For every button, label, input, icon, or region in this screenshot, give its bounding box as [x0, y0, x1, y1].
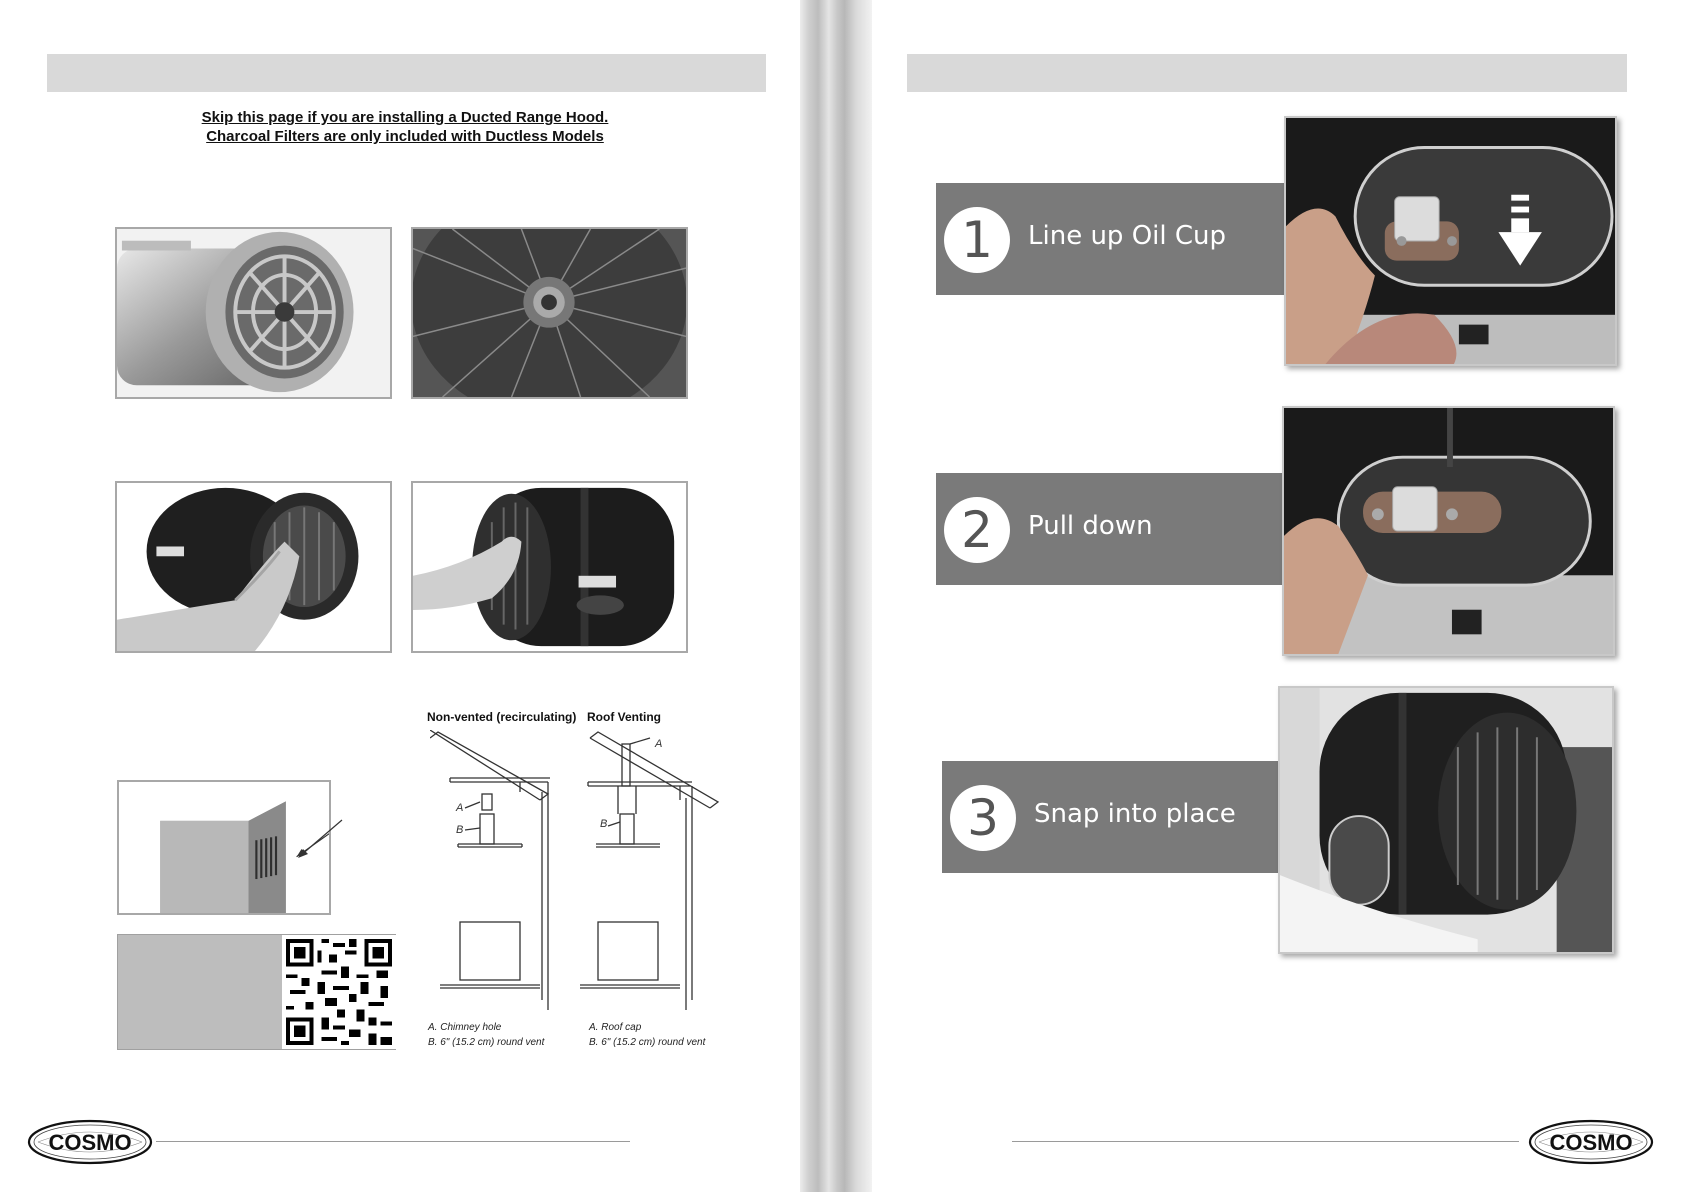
step-3-photo-snap-in-place — [1278, 686, 1614, 954]
left-header-bar — [47, 54, 766, 92]
diagram-title-non-vented: Non-vented (recirculating) — [427, 710, 577, 724]
caption-round-vent-left: B. 6" (15.2 cm) round vent — [428, 1037, 545, 1048]
blower-installation-photo — [411, 481, 688, 653]
venting-diagram — [430, 730, 720, 1010]
step-3-label: Snap into place — [1034, 799, 1236, 829]
vent-pointer-arrow — [296, 818, 346, 863]
step-3-number: 3 — [950, 785, 1016, 851]
caption-round-vent-right: B. 6" (15.2 cm) round vent — [589, 1037, 706, 1048]
logo-text-left: COSMO — [48, 1130, 132, 1155]
hand-holding-blower-photo — [115, 481, 392, 653]
diagram-letter-a-right: A — [655, 738, 663, 750]
charcoal-filter-photo — [411, 227, 688, 399]
right-page — [872, 0, 1685, 1192]
caption-roof-cap: A. Roof cap — [589, 1022, 642, 1033]
step-2-label: Pull down — [1028, 511, 1153, 541]
step-2-number: 2 — [944, 497, 1010, 563]
ductless-notice-line-2: Charcoal Filters are only included with Ductless Models — [206, 128, 604, 145]
footer-rule-right — [1012, 1141, 1519, 1142]
right-header-bar — [907, 54, 1627, 92]
logo-text-right: COSMO — [1549, 1130, 1633, 1155]
diagram-letter-b-right: B — [600, 818, 608, 830]
left-page — [0, 0, 800, 1192]
caption-chimney-hole: A. Chimney hole — [428, 1022, 502, 1033]
step-1-label: Line up Oil Cup — [1028, 221, 1227, 251]
step-1-number: 1 — [944, 207, 1010, 273]
footer-rule-left — [156, 1141, 630, 1142]
book-spine — [800, 0, 872, 1192]
diagram-title-roof-venting: Roof Venting — [587, 710, 661, 724]
step-3-banner — [942, 761, 1282, 873]
step-2-photo-pull-down — [1282, 406, 1615, 656]
diagram-letter-b-left: B — [456, 824, 464, 836]
blower-motor-photo — [115, 227, 392, 399]
qr-code-panel — [117, 934, 396, 1050]
diagram-caption-left — [428, 1020, 544, 1050]
cosmo-logo-right — [1527, 1118, 1655, 1166]
step-1-banner — [936, 183, 1292, 295]
cosmo-logo-left — [26, 1118, 154, 1166]
diagram-letter-a-left: A — [456, 802, 464, 814]
qr-code[interactable] — [282, 935, 396, 1049]
step-2-banner — [936, 473, 1286, 585]
ducted-notice-line-1: Skip this page if you are installing a Ducted Range Hood. — [201, 109, 609, 126]
diagram-caption-right — [589, 1020, 705, 1050]
step-1-photo-oil-cup — [1284, 116, 1617, 366]
